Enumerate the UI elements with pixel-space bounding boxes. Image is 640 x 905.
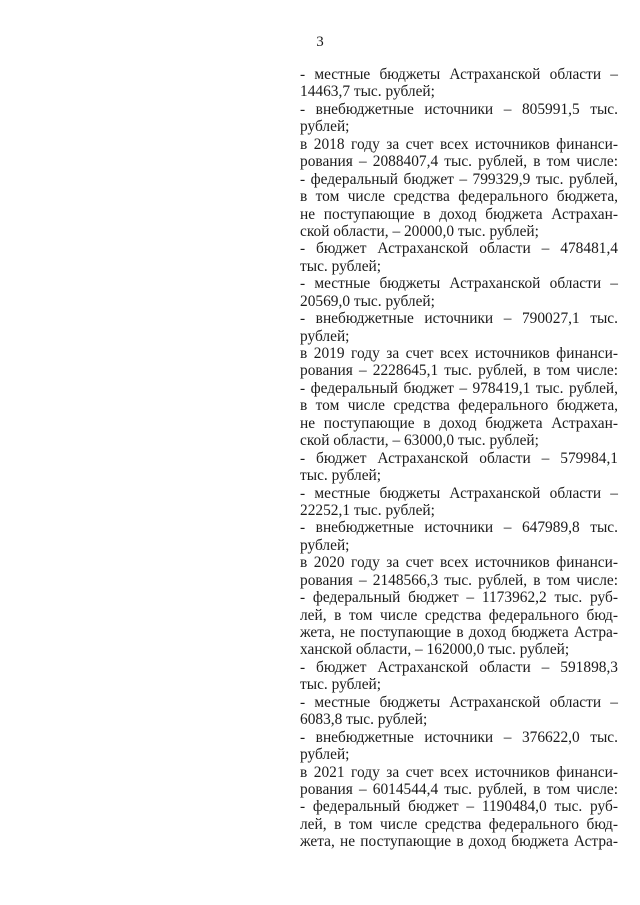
text-line: жета, не поступающие в доход бюджета Астра- <box>300 833 618 851</box>
text-line: - местные бюджеты Астраханской области – <box>300 484 618 502</box>
text-line: не поступающие в доход бюджета Астрахан- <box>300 414 618 432</box>
text-line: - внебюджетные источники – 790027,1 тыс. <box>300 310 618 328</box>
text-line: лей, в том числе средства федерального бюд- <box>300 606 618 624</box>
text-line: - федеральный бюджет – 1173962,2 тыс. руб- <box>300 589 618 607</box>
text-line: тыс. рублей; <box>300 257 382 275</box>
text-line: - федеральный бюджет – 1190484,0 тыс. руб- <box>300 798 618 816</box>
text-line: - внебюджетные источники – 805991,5 тыс. <box>300 100 618 118</box>
text-line: тыс. рублей; <box>300 467 382 485</box>
text-line: в том числе средства федерального бюджета, <box>300 188 618 206</box>
text-line: - бюджет Астраханской области – 579984,1 <box>300 449 618 467</box>
text-line: рования – 2088407,4 тыс. рублей, в том числе: <box>300 153 618 171</box>
text-line: ханской области, – 162000,0 тыс. рублей; <box>300 641 570 659</box>
text-line: - местные бюджеты Астраханской области – <box>300 275 618 293</box>
text-line: - федеральный бюджет – 799329,9 тыс. рублей, <box>300 170 618 188</box>
text-line: рублей; <box>300 327 350 345</box>
text-line: ской области, – 63000,0 тыс. рублей; <box>300 432 539 450</box>
text-line: - федеральный бюджет – 978419,1 тыс. рублей, <box>300 379 618 397</box>
text-line: в 2020 году за счет всех источников финанси- <box>300 554 618 572</box>
text-line: 6083,8 тыс. рублей; <box>300 711 428 729</box>
text-line: 14463,7 тыс. рублей; <box>300 83 435 101</box>
text-line: ской области, – 20000,0 тыс. рублей; <box>300 222 539 240</box>
text-line: рования – 2228645,1 тыс. рублей, в том числе: <box>300 362 618 380</box>
text-line: рублей; <box>300 746 350 764</box>
text-line: рублей; <box>300 118 350 136</box>
text-line: в 2018 году за счет всех источников финанси- <box>300 135 618 153</box>
text-line: в 2019 году за счет всех источников финанси- <box>300 345 618 362</box>
text-line: - местные бюджеты Астраханской области – <box>300 66 618 83</box>
document-text-column <box>300 66 618 851</box>
text-line: жета, не поступающие в доход бюджета Астра- <box>300 624 618 641</box>
text-line: - внебюджетные источники – 647989,8 тыс. <box>300 519 618 537</box>
text-line: в том числе средства федерального бюджета, <box>300 397 618 415</box>
text-line: тыс. рублей; <box>300 676 382 694</box>
text-line: - внебюджетные источники – 376622,0 тыс. <box>300 728 618 746</box>
text-line: лей, в том числе средства федерального бюд- <box>300 815 618 833</box>
text-line: - местные бюджеты Астраханской области – <box>300 693 618 711</box>
text-line: - бюджет Астраханской области – 478481,4 <box>300 240 618 258</box>
text-line: 20569,0 тыс. рублей; <box>300 292 435 310</box>
text-line: не поступающие в доход бюджета Астрахан- <box>300 205 618 223</box>
text-line: - бюджет Астраханской области – 591898,3 <box>300 658 618 676</box>
page-number: 3 <box>316 34 324 50</box>
text-line: рования – 2148566,3 тыс. рублей, в том числе: <box>300 571 618 589</box>
text-line: 22252,1 тыс. рублей; <box>300 501 435 519</box>
text-line: рования – 6014544,4 тыс. рублей, в том числе: <box>300 780 618 798</box>
text-line: в 2021 году за счет всех источников финанси- <box>300 763 618 781</box>
text-line: рублей; <box>300 536 350 554</box>
